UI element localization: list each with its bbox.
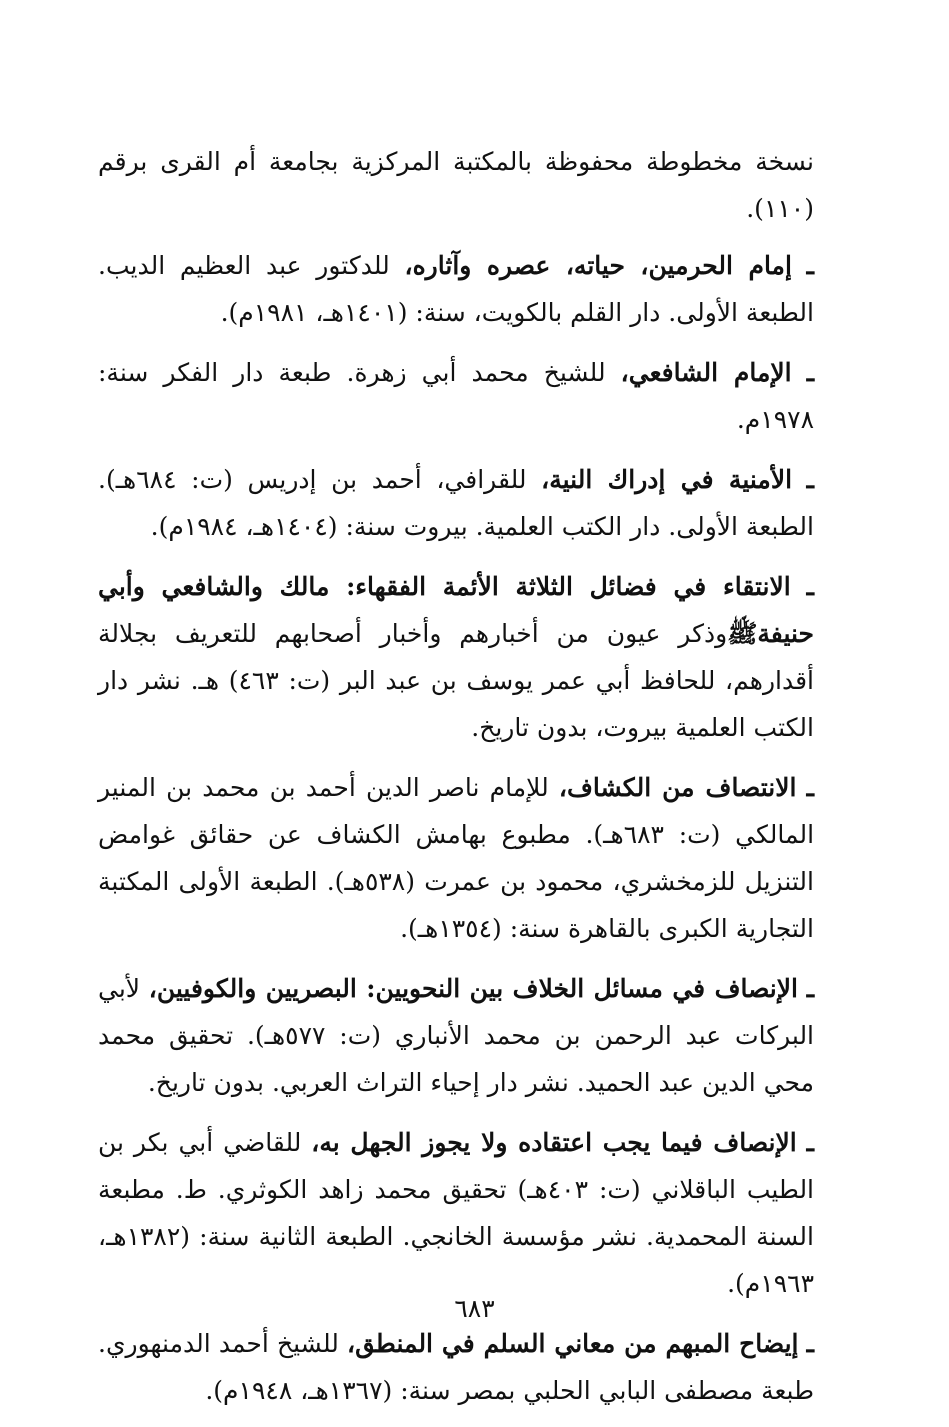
entry-text: للإمام ناصر الدين أحمد بن محمد بن المنير المالكي (ت: ٦٨٣هـ). مطبوع بهامش الكشاف عن حقائق غوامض التنزيل للزمخشري، محمود بن عمرت (٥٣٨هـ). الطبعة الأولى المكتبة التجارية الكبرى بالقاهرة سنة: (١٣٥٤هـ). (98, 773, 815, 943)
entry-title: إيضاح المبهم من معاني السلم في المنطق، (347, 1329, 799, 1358)
bibliography-page (98, 138, 814, 1427)
entry-dash: ـ (806, 1128, 814, 1157)
entry-text: وذكر عيون من أخبارهم وأخبار أصحابهم للتعريف بجلالة أقدارهم، للحافظ أبي عمر يوسف بن عبد البر (ت: ٤٦٣) هـ. نشر دار الكتب العلمية بيروت، بدون تاريخ. (98, 619, 814, 742)
page-number: ٦٨٣ (454, 1294, 495, 1323)
entry-text: للشيخ محمد أبي زهرة. طبعة دار الفكر سنة: ١٩٧٨م. (98, 358, 814, 434)
entry-dash: ـ (806, 974, 815, 1003)
entry-title: إمام الحرمين، حياته، عصره وآثاره، (404, 251, 792, 280)
entry-title: الأمنية في إدراك النية، (541, 465, 793, 494)
entry-text: للقاضي أبي بكر بن الطيب الباقلاني (ت: ٤٠٣هـ) تحقيق محمد زاهد الكوثري. ط. مطبعة السنة المحمدية. نشر مؤسسة الخانجي. الطبعة الثانية سنة: (١٣٨٢هـ، ١٩٦٣م). (98, 1128, 815, 1298)
entry-dash: ـ (806, 773, 814, 802)
entry-title: الإنصاف فيما يجب اعتقاده ولا يجوز الجهل به، (311, 1128, 797, 1157)
bibliography-entry (98, 965, 814, 1106)
bibliography-entry (98, 242, 814, 336)
entry-title: الإنصاف في مسائل الخلاف بين النحويين: البصريين والكوفيين، (148, 974, 798, 1003)
entry-text: للدكتور عبد العظيم الديب. الطبعة الأولى. دار القلم بالكويت، سنة: (١٤٠١هـ، ١٩٨١م). (98, 251, 814, 327)
entry-text: للقرافي، أحمد بن إدريس (ت: ٦٨٤هـ). الطبعة الأولى. دار الكتب العلمية. بيروت سنة: (١٤٠٤هـ، ١٩٨٤م). (98, 465, 814, 541)
entry-dash: ـ (806, 1329, 814, 1358)
bibliography-entry (98, 563, 814, 751)
entry-dash: ـ (806, 358, 815, 387)
entry-title: الانتصاف من الكشاف، (558, 773, 797, 802)
bibliography-entry (98, 1320, 814, 1414)
bibliography-entry (98, 349, 814, 443)
bibliography-entry (98, 764, 814, 952)
intro-paragraph: نسخة مخطوطة محفوظة بالمكتبة المركزية بجامعة أم القرى برقم (١١٠). (98, 147, 814, 223)
entry-dash: ـ (806, 465, 814, 494)
bibliography-entry (98, 456, 814, 550)
entry-text: للشيخ أحمد الدمنهوري. طبعة مصطفى البابي الحلبي بمصر سنة: (١٣٦٧هـ، ١٩٤٨م). (98, 1329, 814, 1405)
entry-dash: ـ (806, 251, 814, 280)
entry-text: لأبي البركات عبد الرحمن بن محمد الأنباري (ت: ٥٧٧هـ). تحقيق محمد محي الدين عبد الحميد. نشر دار إحياء التراث العربي. بدون تاريخ. (98, 974, 815, 1097)
bibliography-entry (98, 1119, 814, 1307)
entry-title: الإمام الشافعي، (620, 358, 792, 387)
entry-dash: ـ (806, 572, 814, 601)
entry-title: الانتقاء في فضائل الثلاثة الأئمة الفقهاء: مالك والشافعي وأبي حنيفةﷺ (98, 572, 814, 648)
